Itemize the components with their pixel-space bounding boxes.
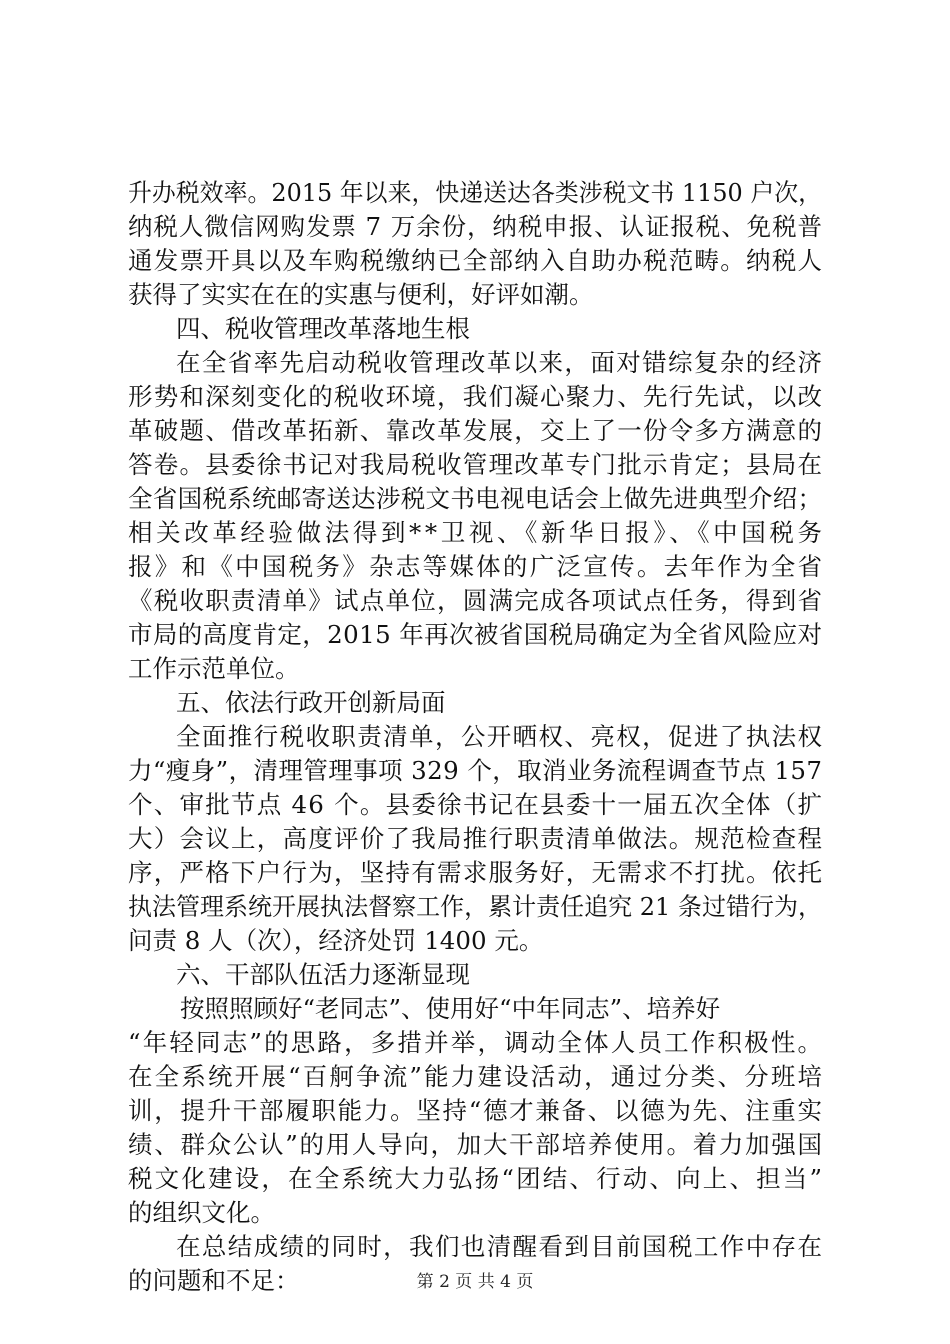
text-line: 问责 8 人（次），经济处罚 1400 元。 bbox=[128, 926, 544, 955]
text-line: 大）会议上，高度评价了我局推行职责清单做法。规范检查程 bbox=[128, 824, 824, 853]
text-line: 在全系统开展“百舸争流”能力建设活动，通过分类、分班培 bbox=[128, 1062, 825, 1091]
text-line: 五、依法行政开创新局面 bbox=[176, 688, 446, 717]
page-footer: 第 2 页 共 4 页 bbox=[416, 1272, 534, 1292]
text-line: 的组织文化。 bbox=[128, 1198, 275, 1227]
text-line: “年轻同志”的思路，多措并举，调动全体人员工作积极性。 bbox=[128, 1028, 825, 1057]
text-line: 《税收职责清单》试点单位，圆满完成各项试点任务，得到省 bbox=[128, 586, 824, 615]
text-line: 训，提升干部履职能力。坚持“德才兼备、以德为先、注重实 bbox=[128, 1096, 824, 1125]
text-line: 六、干部队伍活力逐渐显现 bbox=[176, 960, 470, 989]
text-line: 执法管理系统开展执法督察工作，累计责任追究 21 条过错行为， bbox=[128, 892, 822, 921]
text-line: 绩、群众公认”的用人导向，加大干部培养使用。着力加强国 bbox=[128, 1130, 824, 1159]
text-line: 答卷。县委徐书记对我局税收管理改革专门批示肯定；县局在 bbox=[128, 450, 824, 479]
text-line: 市局的高度肯定，2015 年再次被省国税局确定为全省风险应对 bbox=[128, 620, 823, 649]
text-line: 纳税人微信网购发票 7 万余份，纳税申报、认证报税、免税普 bbox=[128, 212, 823, 241]
text-line: 获得了实实在在的实惠与便利，好评如潮。 bbox=[128, 280, 594, 309]
text-line: 革破题、借改革拓新、靠改革发展，交上了一份令多方满意的 bbox=[128, 416, 824, 445]
text-line: 相关改革经验做法得到**卫视、《新华日报》、《中国税务 bbox=[128, 518, 826, 547]
text-line: 工作示范单位。 bbox=[128, 654, 300, 683]
text-line: 序，严格下户行为，坚持有需求服务好，无需求不打扰。依托 bbox=[128, 858, 824, 887]
text-line: 全面推行税收职责清单，公开晒权、亮权，促进了执法权 bbox=[176, 722, 824, 751]
text-line: 在全省率先启动税收管理改革以来，面对错综复杂的经济 bbox=[176, 348, 824, 377]
text-line: 税文化建设，在全系统大力弘扬“团结、行动、向上、担当” bbox=[128, 1164, 825, 1193]
text-line: 四、税收管理改革落地生根 bbox=[176, 314, 470, 343]
text-line: 通发票开具以及车购税缴纳已全部纳入自助办税范畴。纳税人 bbox=[128, 246, 824, 275]
text-line: 在总结成绩的同时，我们也清醒看到目前国税工作中存在 bbox=[176, 1232, 824, 1261]
text-line: 按照照顾好“老同志”、使用好“中年同志”、培养好 bbox=[180, 994, 721, 1023]
text-line: 力“瘦身”，清理管理事项 329 个，取消业务流程调查节点 157 bbox=[128, 756, 823, 785]
text-line: 全省国税系统邮寄送达涉税文书电视电话会上做先进典型介绍； bbox=[128, 484, 823, 513]
text-line: 个、审批节点 46 个。县委徐书记在县委十一届五次全体（扩 bbox=[128, 790, 824, 819]
text-line: 报》和《中国税务》杂志等媒体的广泛宣传。去年作为全省 bbox=[128, 552, 825, 581]
text-line: 的问题和不足： bbox=[128, 1266, 300, 1295]
text-line: 升办税效率。2015 年以来，快递送达各类涉税文书 1150 户次， bbox=[128, 178, 822, 207]
text-line: 形势和深刻变化的税收环境，我们凝心聚力、先行先试，以改 bbox=[128, 382, 824, 411]
